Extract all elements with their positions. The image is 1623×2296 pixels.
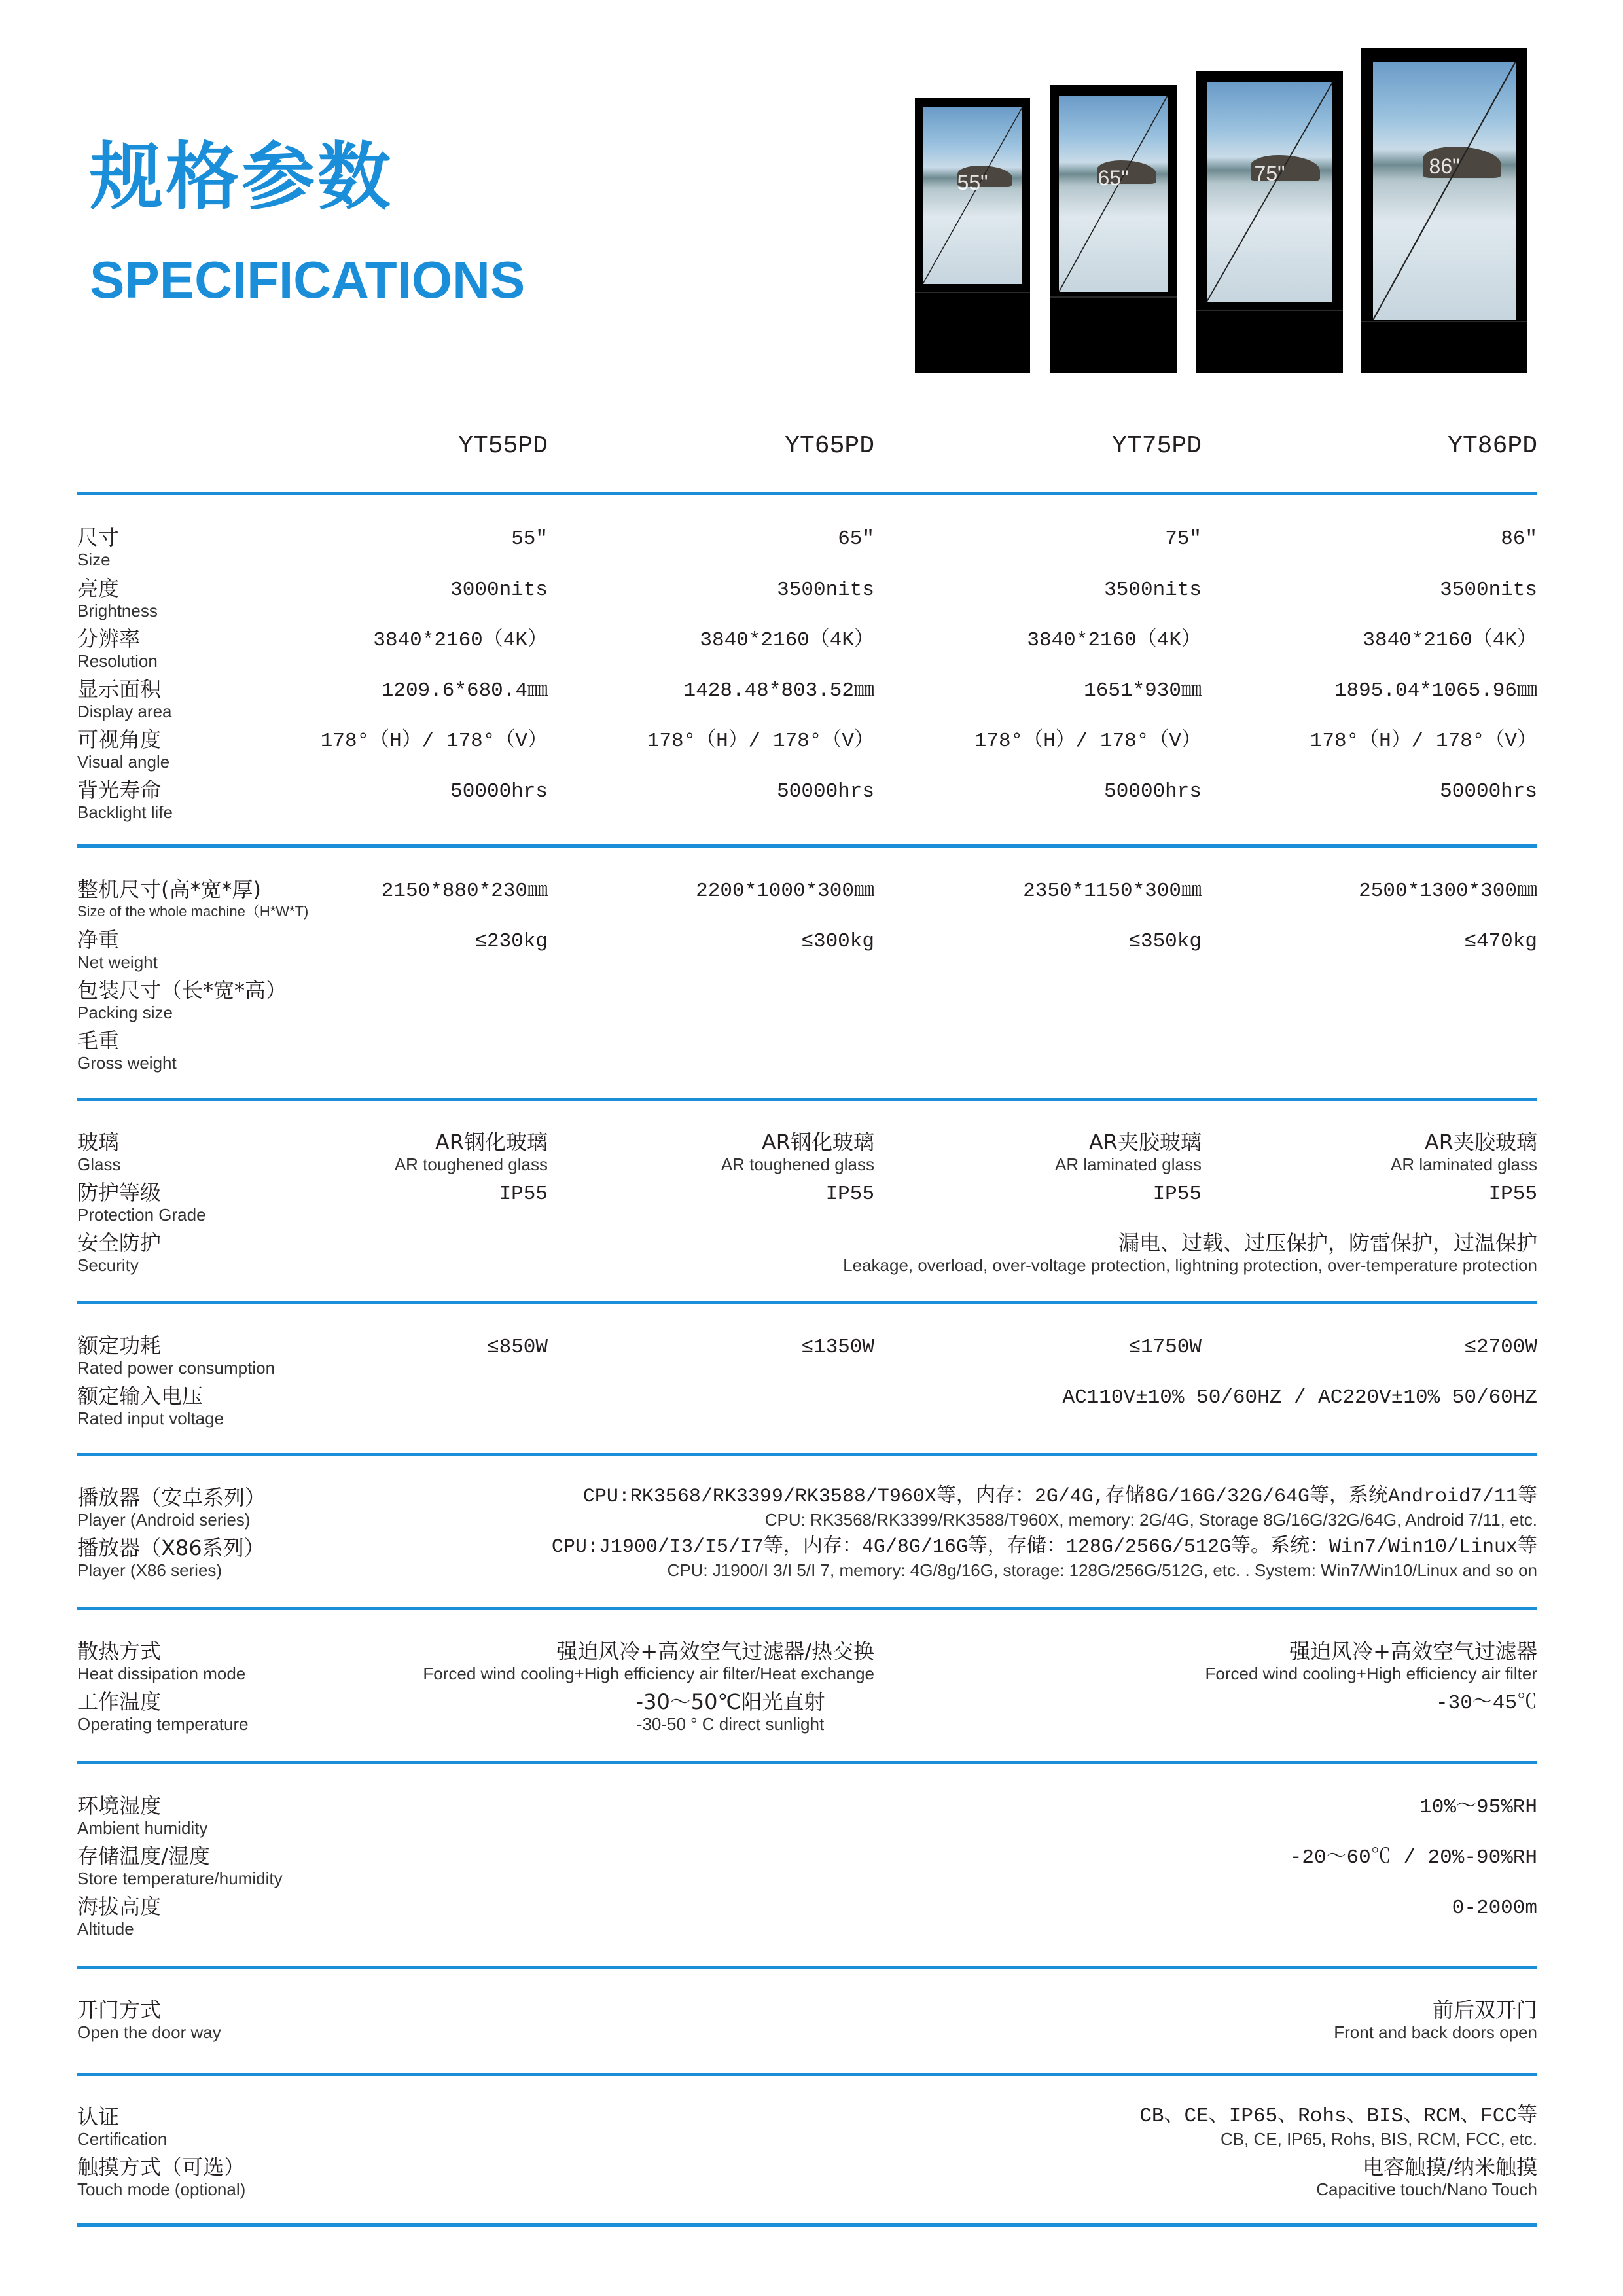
spec-value: 50000hrs <box>450 780 548 803</box>
spec-value-en: -30-50 ° C direct sunlight <box>636 1714 825 1734</box>
row-label-en: Size <box>77 550 111 569</box>
spec-value: 75" <box>1165 528 1202 550</box>
spec-value: 2500*1300*300㎜ <box>1359 880 1537 903</box>
spec-value-en: Forced wind cooling+High efficiency air filter <box>1205 1664 1537 1683</box>
spec-value: 65" <box>838 528 874 550</box>
row-label-en: Resolution <box>77 651 158 671</box>
divider <box>77 844 1537 848</box>
spec-value: 3840*2160（4K） <box>1027 629 1202 652</box>
spec-value: 50000hrs <box>777 780 874 803</box>
kiosk-size-label: 86" <box>1429 154 1460 179</box>
spec-value: 2150*880*230㎜ <box>381 880 548 903</box>
spec-value-en: CPU: RK3568/RK3399/RK3588/T960X, memory: 2G/4G, Storage 8G/16G/32G/64G, Android 7/11, etc. <box>764 1510 1537 1530</box>
row-label-cn: 播放器（X86系列） <box>77 1535 265 1560</box>
spec-value-en: Forced wind cooling+High efficiency air filter/Heat exchange <box>423 1664 874 1683</box>
row-label-en: Rated input voltage <box>77 1408 224 1428</box>
spec-value: 55" <box>511 528 548 550</box>
spec-value: IP55 <box>825 1183 874 1206</box>
spec-value: IP55 <box>1152 1183 1202 1206</box>
kiosk-image-75 <box>1196 71 1343 373</box>
row-label-cn: 尺寸 <box>77 525 120 550</box>
spec-value-en: CPU: J1900/I 3/I 5/I 7, memory: 4G/8g/16G, storage: 128G/256G/512G, etc. . System: Win7/Win10/Linux and so on <box>667 1560 1537 1580</box>
model-header: YT65PD <box>785 432 874 460</box>
row-label-en: Glass <box>77 1155 121 1174</box>
spec-value: 漏电、过载、过压保护，防雷保护，过温保护 <box>1118 1230 1537 1255</box>
row-label-cn: 可视角度 <box>77 727 162 752</box>
row-label-en: Certification <box>77 2129 168 2149</box>
spec-value: 50000hrs <box>1440 780 1537 803</box>
row-label-cn: 散热方式 <box>77 1639 162 1664</box>
row-label-en: Backlight life <box>77 802 173 822</box>
spec-value: AC110V±10% 50/60HZ / AC220V±10% 50/60HZ <box>1062 1386 1537 1409</box>
model-header: YT75PD <box>1112 432 1202 460</box>
row-label-en: Display area <box>77 702 172 721</box>
row-label-en: Net weight <box>77 952 158 972</box>
row-label-cn: 额定输入电压 <box>77 1384 204 1408</box>
row-label-en: Operating temperature <box>77 1714 249 1734</box>
row-label-en: Player (Android series) <box>77 1510 251 1530</box>
spec-value: 3840*2160（4K） <box>700 629 874 652</box>
row-label-cn: 存储温度/湿度 <box>77 1844 210 1869</box>
spec-value-en: Front and back doors open <box>1334 2022 1537 2042</box>
spec-value: 3840*2160（4K） <box>1363 629 1537 652</box>
row-label-cn: 背光寿命 <box>77 778 162 802</box>
spec-value: ≤300kg <box>801 930 874 953</box>
row-label-cn: 分辨率 <box>77 626 141 651</box>
row-label-en: Rated power consumption <box>77 1358 276 1378</box>
spec-value: 3840*2160（4K） <box>373 629 548 652</box>
row-label-en: Gross weight <box>77 1053 177 1073</box>
spec-value: -30～50℃阳光直射 <box>635 1689 825 1714</box>
spec-value: 86" <box>1501 528 1537 550</box>
row-label-cn: 工作温度 <box>77 1689 162 1714</box>
spec-value: -30～45℃ <box>1435 1692 1537 1715</box>
spec-value: 2200*1000*300㎜ <box>696 880 874 903</box>
spec-value-en: AR laminated glass <box>1391 1155 1537 1174</box>
spec-value-en: AR laminated glass <box>1055 1155 1202 1174</box>
row-label-en: Open the door way <box>77 2022 221 2042</box>
row-label-cn: 防护等级 <box>77 1180 162 1205</box>
spec-value: ≤2700W <box>1464 1336 1537 1359</box>
spec-value-en: Leakage, overload, over-voltage protection, lightning protection, over-temperature protection <box>843 1255 1537 1275</box>
spec-value: AR夹胶玻璃 <box>1088 1130 1202 1155</box>
spec-value: 178°（H）/ 178°（V） <box>647 730 874 753</box>
kiosk-size-label: 55" <box>957 171 988 195</box>
row-label-cn: 毛重 <box>77 1028 120 1053</box>
spec-value: 3500nits <box>1440 579 1537 601</box>
row-label-cn: 认证 <box>77 2104 120 2129</box>
divider <box>77 1607 1537 1610</box>
row-label-cn: 开门方式 <box>77 1998 162 2022</box>
spec-value: 3500nits <box>777 579 874 601</box>
spec-value: CB、CE、IP65、Rohs、BIS、RCM、FCC等 <box>1139 2105 1537 2128</box>
row-label-en: Touch mode (optional) <box>77 2179 246 2199</box>
spec-value: AR夹胶玻璃 <box>1424 1130 1537 1155</box>
spec-value: 3500nits <box>1104 579 1202 601</box>
row-label-cn: 亮度 <box>77 576 120 601</box>
spec-value-en: AR toughened glass <box>394 1155 548 1174</box>
spec-value: 前后双开门 <box>1432 1998 1537 2022</box>
spec-value: IP55 <box>1488 1183 1537 1206</box>
row-label-cn: 玻璃 <box>77 1130 120 1155</box>
divider <box>77 1301 1537 1304</box>
spec-value: 1428.48*803.52㎜ <box>683 679 874 702</box>
divider <box>77 1098 1537 1101</box>
page-title-en: SPECIFICATIONS <box>90 251 526 309</box>
spec-value-en: CB, CE, IP65, Rohs, BIS, RCM, FCC, etc. <box>1220 2129 1537 2149</box>
row-label-cn: 环境湿度 <box>77 1793 162 1818</box>
spec-value: 178°（H）/ 178°（V） <box>320 730 548 753</box>
divider <box>77 1966 1537 1969</box>
spec-value: 强迫风冷+高效空气过滤器 <box>1289 1639 1537 1664</box>
row-label-cn: 播放器（安卓系列） <box>77 1485 266 1510</box>
row-label-en: Visual angle <box>77 752 170 772</box>
row-label-cn: 包装尺寸（长*宽*高） <box>77 978 287 1003</box>
kiosk-size-label: 65" <box>1097 166 1129 190</box>
spec-value: 0-2000m <box>1452 1897 1537 1920</box>
divider <box>77 2223 1537 2227</box>
row-label-en: Packing size <box>77 1003 173 1022</box>
row-label-en: Size of the whole machine（H*W*T) <box>77 903 309 920</box>
row-label-cn: 净重 <box>77 927 120 952</box>
spec-value: ≤230kg <box>474 930 548 953</box>
divider <box>77 1761 1537 1764</box>
page-title-cn: 规格参数 <box>90 135 393 220</box>
spec-value: AR钢化玻璃 <box>435 1130 548 1155</box>
kiosk-image-86 <box>1361 48 1527 373</box>
kiosk-size-label: 75" <box>1254 161 1285 185</box>
row-label-cn: 安全防护 <box>77 1230 162 1255</box>
divider <box>77 492 1537 495</box>
row-label-cn: 触摸方式（可选） <box>77 2155 245 2179</box>
row-label-en: Player (X86 series) <box>77 1560 223 1580</box>
spec-value: 强迫风冷+高效空气过滤器/热交换 <box>556 1639 874 1664</box>
kiosk-image-55 <box>915 98 1030 373</box>
spec-value: 1895.04*1065.96㎜ <box>1334 679 1537 702</box>
model-header: YT55PD <box>458 432 548 460</box>
spec-value-en: Capacitive touch/Nano Touch <box>1316 2179 1537 2199</box>
spec-value: ≤350kg <box>1128 930 1202 953</box>
spec-value: CPU:RK3568/RK3399/RK3588/T960X等，内存：2G/4G,存储8G/16G/32G/64G等，系统Android7/11等 <box>582 1486 1537 1508</box>
row-label-cn: 海拔高度 <box>77 1894 162 1919</box>
row-label-en: Altitude <box>77 1919 134 1939</box>
spec-value: 178°（H）/ 178°（V） <box>1310 730 1537 753</box>
divider <box>77 2073 1537 2076</box>
row-label-en: Heat dissipation mode <box>77 1664 246 1683</box>
row-label-en: Brightness <box>77 601 158 620</box>
spec-value: ≤850W <box>486 1336 548 1359</box>
spec-value: ≤1750W <box>1128 1336 1202 1359</box>
row-label-en: Store temperature/humidity <box>77 1869 283 1888</box>
model-header: YT86PD <box>1448 432 1537 460</box>
spec-value: -20～60℃ / 20%-90%RH <box>1289 1846 1537 1869</box>
kiosk-image-65 <box>1050 85 1177 373</box>
spec-value: ≤470kg <box>1464 930 1537 953</box>
spec-value: 1209.6*680.4㎜ <box>381 679 548 702</box>
spec-value: 2350*1150*300㎜ <box>1023 880 1202 903</box>
spec-value: IP55 <box>499 1183 548 1206</box>
row-label-en: Ambient humidity <box>77 1818 208 1838</box>
row-label-cn: 整机尺寸(高*宽*厚) <box>77 877 261 902</box>
spec-value: 3000nits <box>450 579 548 601</box>
spec-value: ≤1350W <box>801 1336 874 1359</box>
spec-value: AR钢化玻璃 <box>761 1130 874 1155</box>
row-label-cn: 显示面积 <box>77 677 162 702</box>
divider <box>77 1453 1537 1456</box>
spec-value: 10%～95%RH <box>1419 1796 1537 1819</box>
spec-value: 178°（H）/ 178°（V） <box>974 730 1202 753</box>
spec-value-en: AR toughened glass <box>721 1155 874 1174</box>
row-label-en: Protection Grade <box>77 1205 206 1225</box>
spec-value: CPU:J1900/I3/I5/I7等，内存：4G/8G/16G等，存储：128G/256G/512G等。系统：Win7/Win10/Linux等 <box>551 1536 1537 1558</box>
spec-value: 电容触摸/纳米触摸 <box>1363 2155 1537 2179</box>
row-label-cn: 额定功耗 <box>77 1333 162 1358</box>
spec-value: 1651*930㎜ <box>1084 679 1202 702</box>
row-label-en: Security <box>77 1255 139 1275</box>
spec-value: 50000hrs <box>1104 780 1202 803</box>
